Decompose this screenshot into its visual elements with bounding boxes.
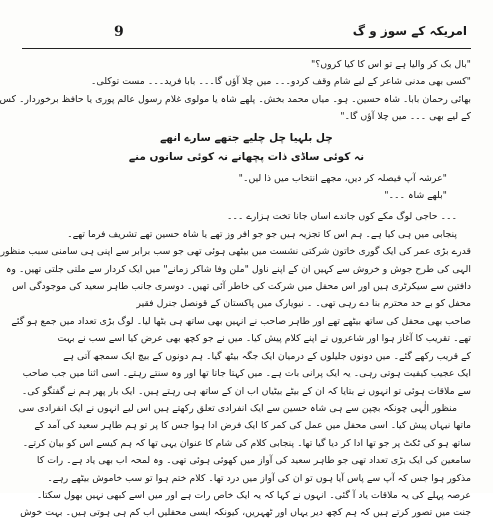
text-line: مذکور ہوا جس کہ آپ سے پاس آیا ہوں تو ان کی آواز میں درد تھا۔ کلام ختم ہوا تو سب خاموش بیٹھے رہے۔ — [47, 472, 471, 484]
text-line: الہی کی طرح جوش و خروش سے کہیں ان کے اپنے ناول "ملن وفا شاکر زمانے" میں ایک کردار سے ملتی جلتی تھیں۔ وہ — [5, 263, 471, 275]
text-line: ماتھا نیہاں پیش کیا۔ اسی محفل میں عمل کی کمر کا ایک فرض ادا ہوا جس کا پر تو ہم طاہر سعید کی آمد کے — [34, 420, 471, 432]
running-title: امریکہ کے سوز و گ — [352, 24, 467, 38]
text-line: پنجابی میں ہی کیا ہے۔ ہم اس کا تجزیہ ہیں جو جو افر وز تھے یا شاہ حسین تھے تشریف فرما تھے۔ — [67, 228, 457, 240]
quote-line: "بلھے شاہ ۔۔۔" — [384, 190, 447, 202]
text-line: ساتھ ہو کی ٹکٹ پر جو تھا ادا کر دیا گیا تھا۔ پنجابی کلام کی شام کا عنوان یہی تھا کہ ہم کیسے اس کو بیان کرتے۔ — [22, 437, 471, 449]
text-line: "کسی بھی مدنی شاعر کے لیے شام وقف کردو۔۔۔ میں چلا آؤں گا۔۔۔ بابا فرید۔۔۔ مست توکلی۔ — [90, 76, 471, 88]
text-line: "بال بک کر والیا ہے تو اس کا کیا کروں؟" — [310, 59, 471, 70]
text-line: قدرے بڑی عمر کی ایک گوری خاتون شرکتی نشست میں بیٹھی ہوئی تھی جو سب برابر سے اپنی ہی سامنی سبب منظور — [0, 246, 471, 258]
verse-line: چل بلہیا چل چلیے جتھے سارے انھے — [160, 131, 333, 144]
text-line: محفل کو بے حد محترم بنا دے رہی تھی۔ ۔ نیویارک میں پاکستان کے قونصل جنرل فقیر — [136, 298, 471, 310]
text-line: صاحب بھی محفل کی ساتھ بیٹھے تھے اور طاہر صاحب نے انہیں بھی ساتھ ہی بٹھا لیا۔ لوگ بڑی تعداد میں جمع ہو گئے — [11, 315, 471, 327]
quote-line: "عرشہ آپ فیصلہ کر دیں، مجھے انتخاب میں ذا لیں۔" — [238, 172, 447, 184]
text-line: ۔۔۔ حاجی لوگ مکے کوں جاندے اساں جانا تخت ہزارے ۔۔۔ — [226, 211, 457, 223]
text-line: کے قریب رکھے گئے۔ میں دونوں جلیلوں کے درمیان ایک جگہ بیٹھ گیا۔ ہم دونوں کے بیچ ایک سمجھ آتی ہے — [63, 350, 471, 362]
page-body — [0, 56, 471, 519]
text-line: دافتین سے سیکرٹری ہیں اور اس محفل میں شرکت کی خاطر آئی تھیں۔ دوسری جانب طاہر سعید کی موجودگی اس — [12, 281, 471, 293]
text-line: تھے۔ تقریب کا آغاز ہوا اور شاعروں نے اپنے کلام پیش کیا۔ میں نے جو کچھ بھی عرض کیا اسے سب نے بہت — [57, 333, 471, 345]
text-line: جنت میں تصور کرتے ہیں کہ ہم کچھ دیر یہاں اور ٹھہریں، کیونکہ ایسی محفلیں اب کم ہی ہوتی ہیں۔ بہت خوش — [20, 507, 471, 519]
text-line: کے لیے بھی ۔۔۔ میں چلا آؤں گا۔" — [340, 111, 471, 123]
page-header — [22, 18, 471, 49]
page-number: 9 — [114, 24, 124, 40]
verse-line: نہ کوئی ساڈی ذات پچھانے نہ کوئی سانوں منے — [128, 150, 365, 163]
text-line: عرصہ پہلے کی یہ ملاقات یاد آ گئی۔ انہوں نے کہا کہ یہ ایک خاص رات ہے اور میں اسے کبھی نہیں بھول سکتا۔ — [36, 489, 471, 501]
verse-block — [22, 129, 471, 167]
text-line: بھائی رحمان بابا۔ شاہ حسین۔ ہو۔ میاں محمد بخش۔ پلھے شاہ یا مولوی غلام رسول عالم پوری یا حافظ برخوردار۔ کس — [0, 93, 471, 105]
text-line: سے ملاقات ہوئی تو انہوں نے بتایا کہ ان کے بیٹے بیٹیاں اب ان کے ساتھ ہی رہتے ہیں۔ ایک بار پھر ہم نے گفتگو کی۔ — [21, 385, 471, 397]
text-line: ایک عجیب کیفیت ہوتی رہی۔ یہ ایک پرانی بات ہے۔ میں کہتا جاتا تھا اور وہ سنتے رہتے۔ اسی اثنا میں جب صاحب — [22, 368, 471, 380]
text-line: سامعین کی ایک بڑی تعداد تھی جو طاہر سعید کی آواز میں کھوئی ہوئی تھی۔ وہ لمحہ اب بھی یاد ہے۔ رات کا — [36, 455, 471, 467]
text-line: منظور الٰہی چونکہ بچپن سے ہی شاہ حسین سے ایک انفرادی تعلق رکھتے ہیں اس لیے انہوں نے ایک انفرادی سی — [18, 402, 457, 414]
